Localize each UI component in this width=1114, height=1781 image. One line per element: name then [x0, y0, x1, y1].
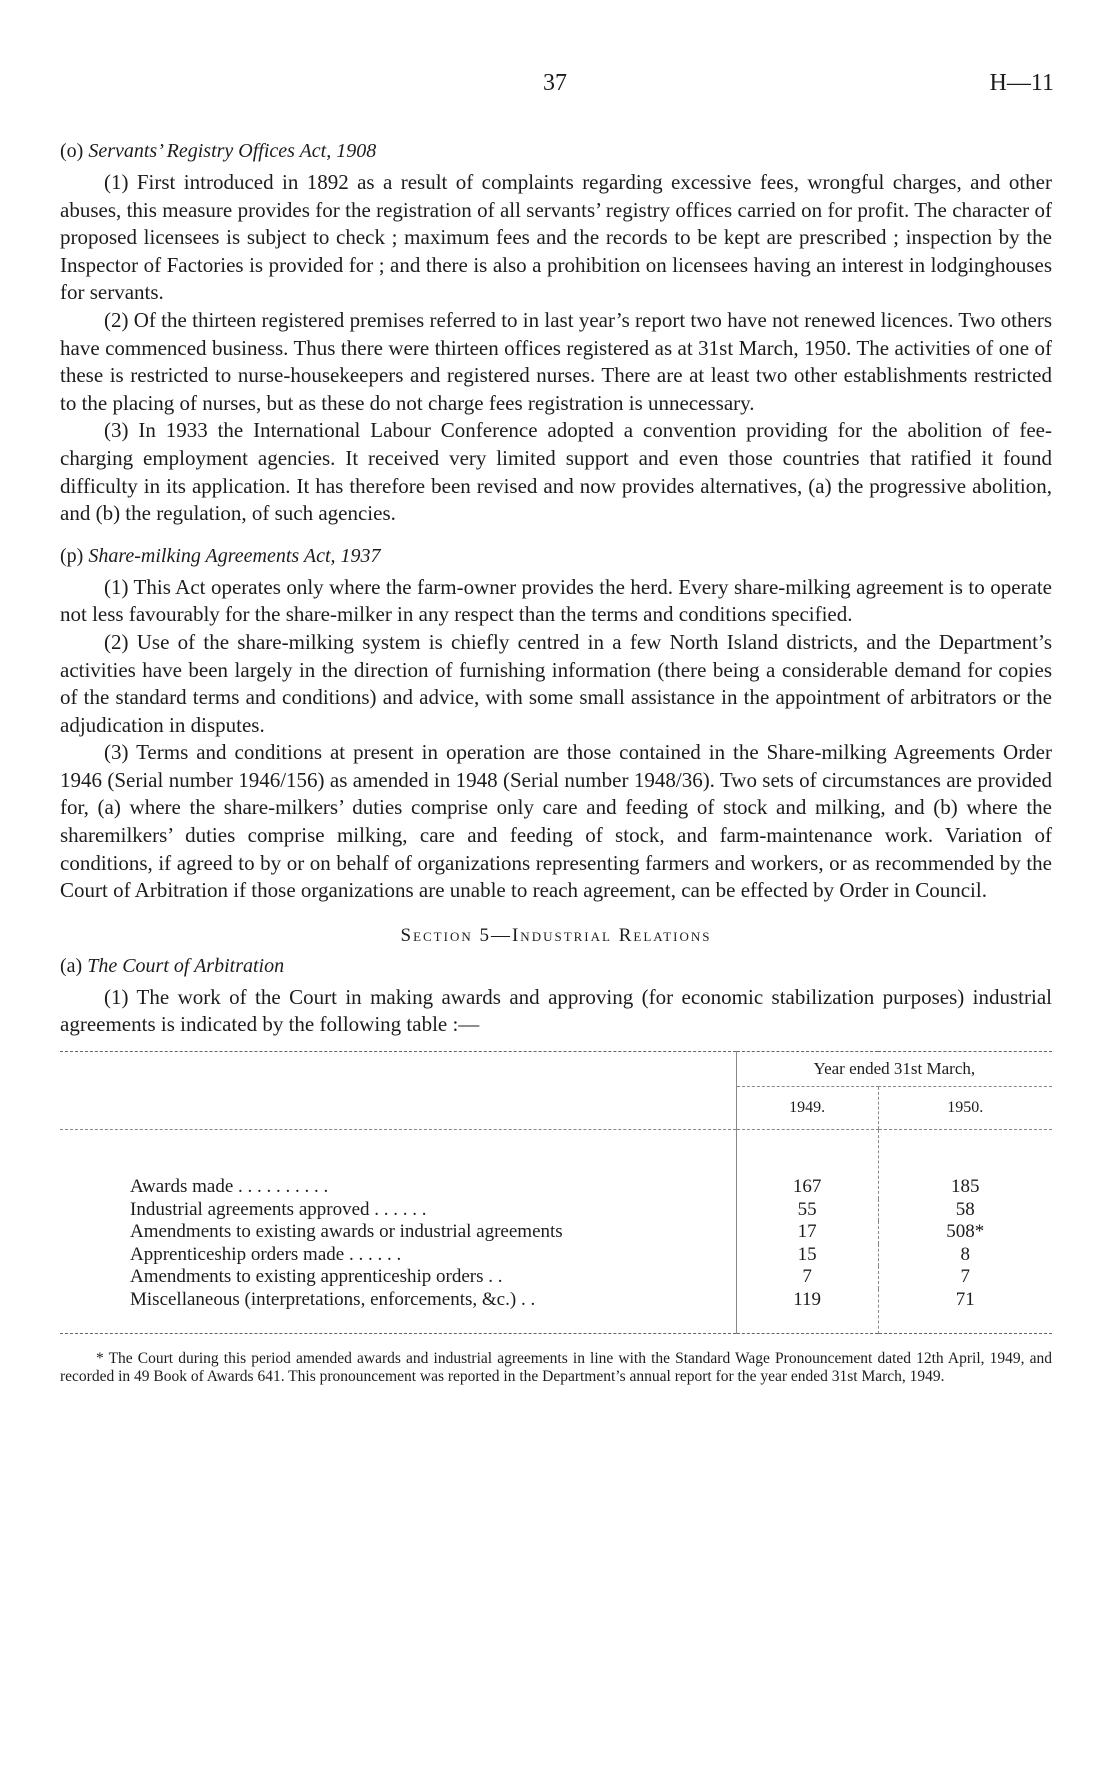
table-row	[60, 1266, 1052, 1289]
court-work-table	[60, 1051, 1052, 1334]
paragraph: (1) The work of the Court in making awards and approving (for economic stabilization purposes) industrial agreements is indicated by the following table :—	[60, 984, 1052, 1037]
paragraph: (1) This Act operates only where the farm-owner provides the herd. Every share-milking agreement is to operate not less favourably for the share-milker in any respect than the terms and conditions specified.	[60, 574, 1052, 627]
row-label: Industrial agreements approved . . . . . .	[130, 1198, 427, 1220]
section-letter: (p)	[60, 544, 84, 567]
row-label: Apprenticeship orders made . . . . . .	[130, 1243, 402, 1265]
section-heading	[60, 543, 1052, 570]
row-label: Awards made . . . . . . . . . .	[130, 1176, 329, 1198]
table-row	[60, 1244, 1052, 1267]
paragraph: (2) Of the thirteen registered premises referred to in last year’s report two have not renewed licences. Two others have commenced business. Thus there were thirteen offices registered as at 31st March, 1950. The activities of one of these is restricted to nurse-housekeepers and registered nurses. There are at least two other establishments restricted to the placing of nurses, but as these do not charge fees registration is unnecessary.	[60, 307, 1052, 415]
value-1949: 7	[736, 1266, 878, 1289]
page-content	[60, 138, 1052, 1401]
row-label: Amendments to existing awards or industrial agreements	[130, 1221, 563, 1243]
document-code: H—11	[989, 70, 1054, 96]
value-1950: 8	[878, 1244, 1052, 1267]
page-header	[60, 70, 1054, 110]
section-letter: (o)	[60, 140, 84, 162]
section-o	[60, 138, 1052, 528]
paragraph: (3) In 1933 the International Labour Conference adopted a convention providing for the abolition of fee-charging employment agencies. It received very limited support and even those countries that ratified it found difficulty in its application. It has therefore been revised and now provides alternatives, (a) the progressive abolition, and (b) the regulation, of such agencies.	[60, 418, 1052, 526]
table-row	[60, 1199, 1052, 1222]
value-1950: 71	[878, 1289, 1052, 1334]
value-1950: 508*	[878, 1221, 1052, 1244]
year-1949-header: 1949.	[736, 1087, 878, 1130]
paragraph: (1) First introduced in 1892 as a result of complaints regarding excessive fees, wrongful charges, and other abuses, this measure provides for the registration of all servants’ registry offices carried on for profit. The character of proposed licensees is subject to check ; maximum fees and the records to be kept are prescribed ; inspection by the Inspector of Factories is provided for ; and there is also a prohibition on licensees having an interest in lodginghouses for servants.	[60, 170, 1052, 305]
value-1949: 167	[736, 1130, 878, 1199]
table-row	[60, 1289, 1052, 1334]
section-title: Share-milking Agreements Act, 1937	[88, 544, 381, 567]
section-letter: (a)	[60, 954, 83, 977]
section-heading	[60, 953, 1052, 980]
value-1949: 15	[736, 1244, 878, 1267]
row-label: Amendments to existing apprenticeship orders . .	[130, 1266, 503, 1288]
value-1950: 58	[878, 1199, 1052, 1222]
value-1949: 55	[736, 1199, 878, 1222]
page-number: 37	[543, 70, 567, 96]
section-5a	[60, 953, 1052, 1039]
footnote: * The Court during this period amended awards and industrial agreements in line with the Standard Wage Pronouncement dated 12th April, 1949, and recorded in 49 Book of Awards 641. This pronouncement was reported in the Department’s annual report for the year ended 31st March, 1949.	[60, 1350, 1052, 1385]
year-span-header: Year ended 31st March,	[736, 1052, 1052, 1087]
paragraph: (2) Use of the share-milking system is chiefly centred in a few North Island districts, and the Department’s activities have been largely in the direction of furnishing information (there being a considerable demand for copies of the standard terms and conditions) and advice, with some small assistance in the appointment of arbitrators or the adjudication in disputes.	[60, 629, 1052, 737]
section-p	[60, 543, 1052, 905]
section-title: Servants’ Registry Offices Act, 1908	[88, 140, 377, 162]
table-row	[60, 1130, 1052, 1199]
value-1950: 7	[878, 1266, 1052, 1289]
section-title: The Court of Arbitration	[87, 954, 285, 977]
value-1950: 185	[878, 1130, 1052, 1199]
section-5-title: Section 5—Industrial Relations	[400, 924, 712, 946]
value-1949: 17	[736, 1221, 878, 1244]
section-heading	[60, 138, 1052, 165]
year-1950-header: 1950.	[878, 1087, 1052, 1130]
paragraph: (3) Terms and conditions at present in operation are those contained in the Share-milking Agreements Order 1946 (Serial number 1946/156) as amended in 1948 (Serial number 1948/36). Two sets of circumstances are provided for, (a) where the share-milkers’ duties comprise only care and feeding of stock and milking, and (b) where the sharemilkers’ duties comprise milking, care and feeding of stock, and farm-maintenance work. Variation of conditions, if agreed to by or on behalf of organizations representing farmers and workers, or as recommended by the Court of Arbitration if those organizations are unable to reach agreement, can be effected by Order in Council.	[60, 740, 1052, 903]
value-1949: 119	[736, 1289, 878, 1334]
table-row	[60, 1221, 1052, 1244]
row-label: Miscellaneous (interpretations, enforcements, &c.) . .	[130, 1288, 536, 1310]
